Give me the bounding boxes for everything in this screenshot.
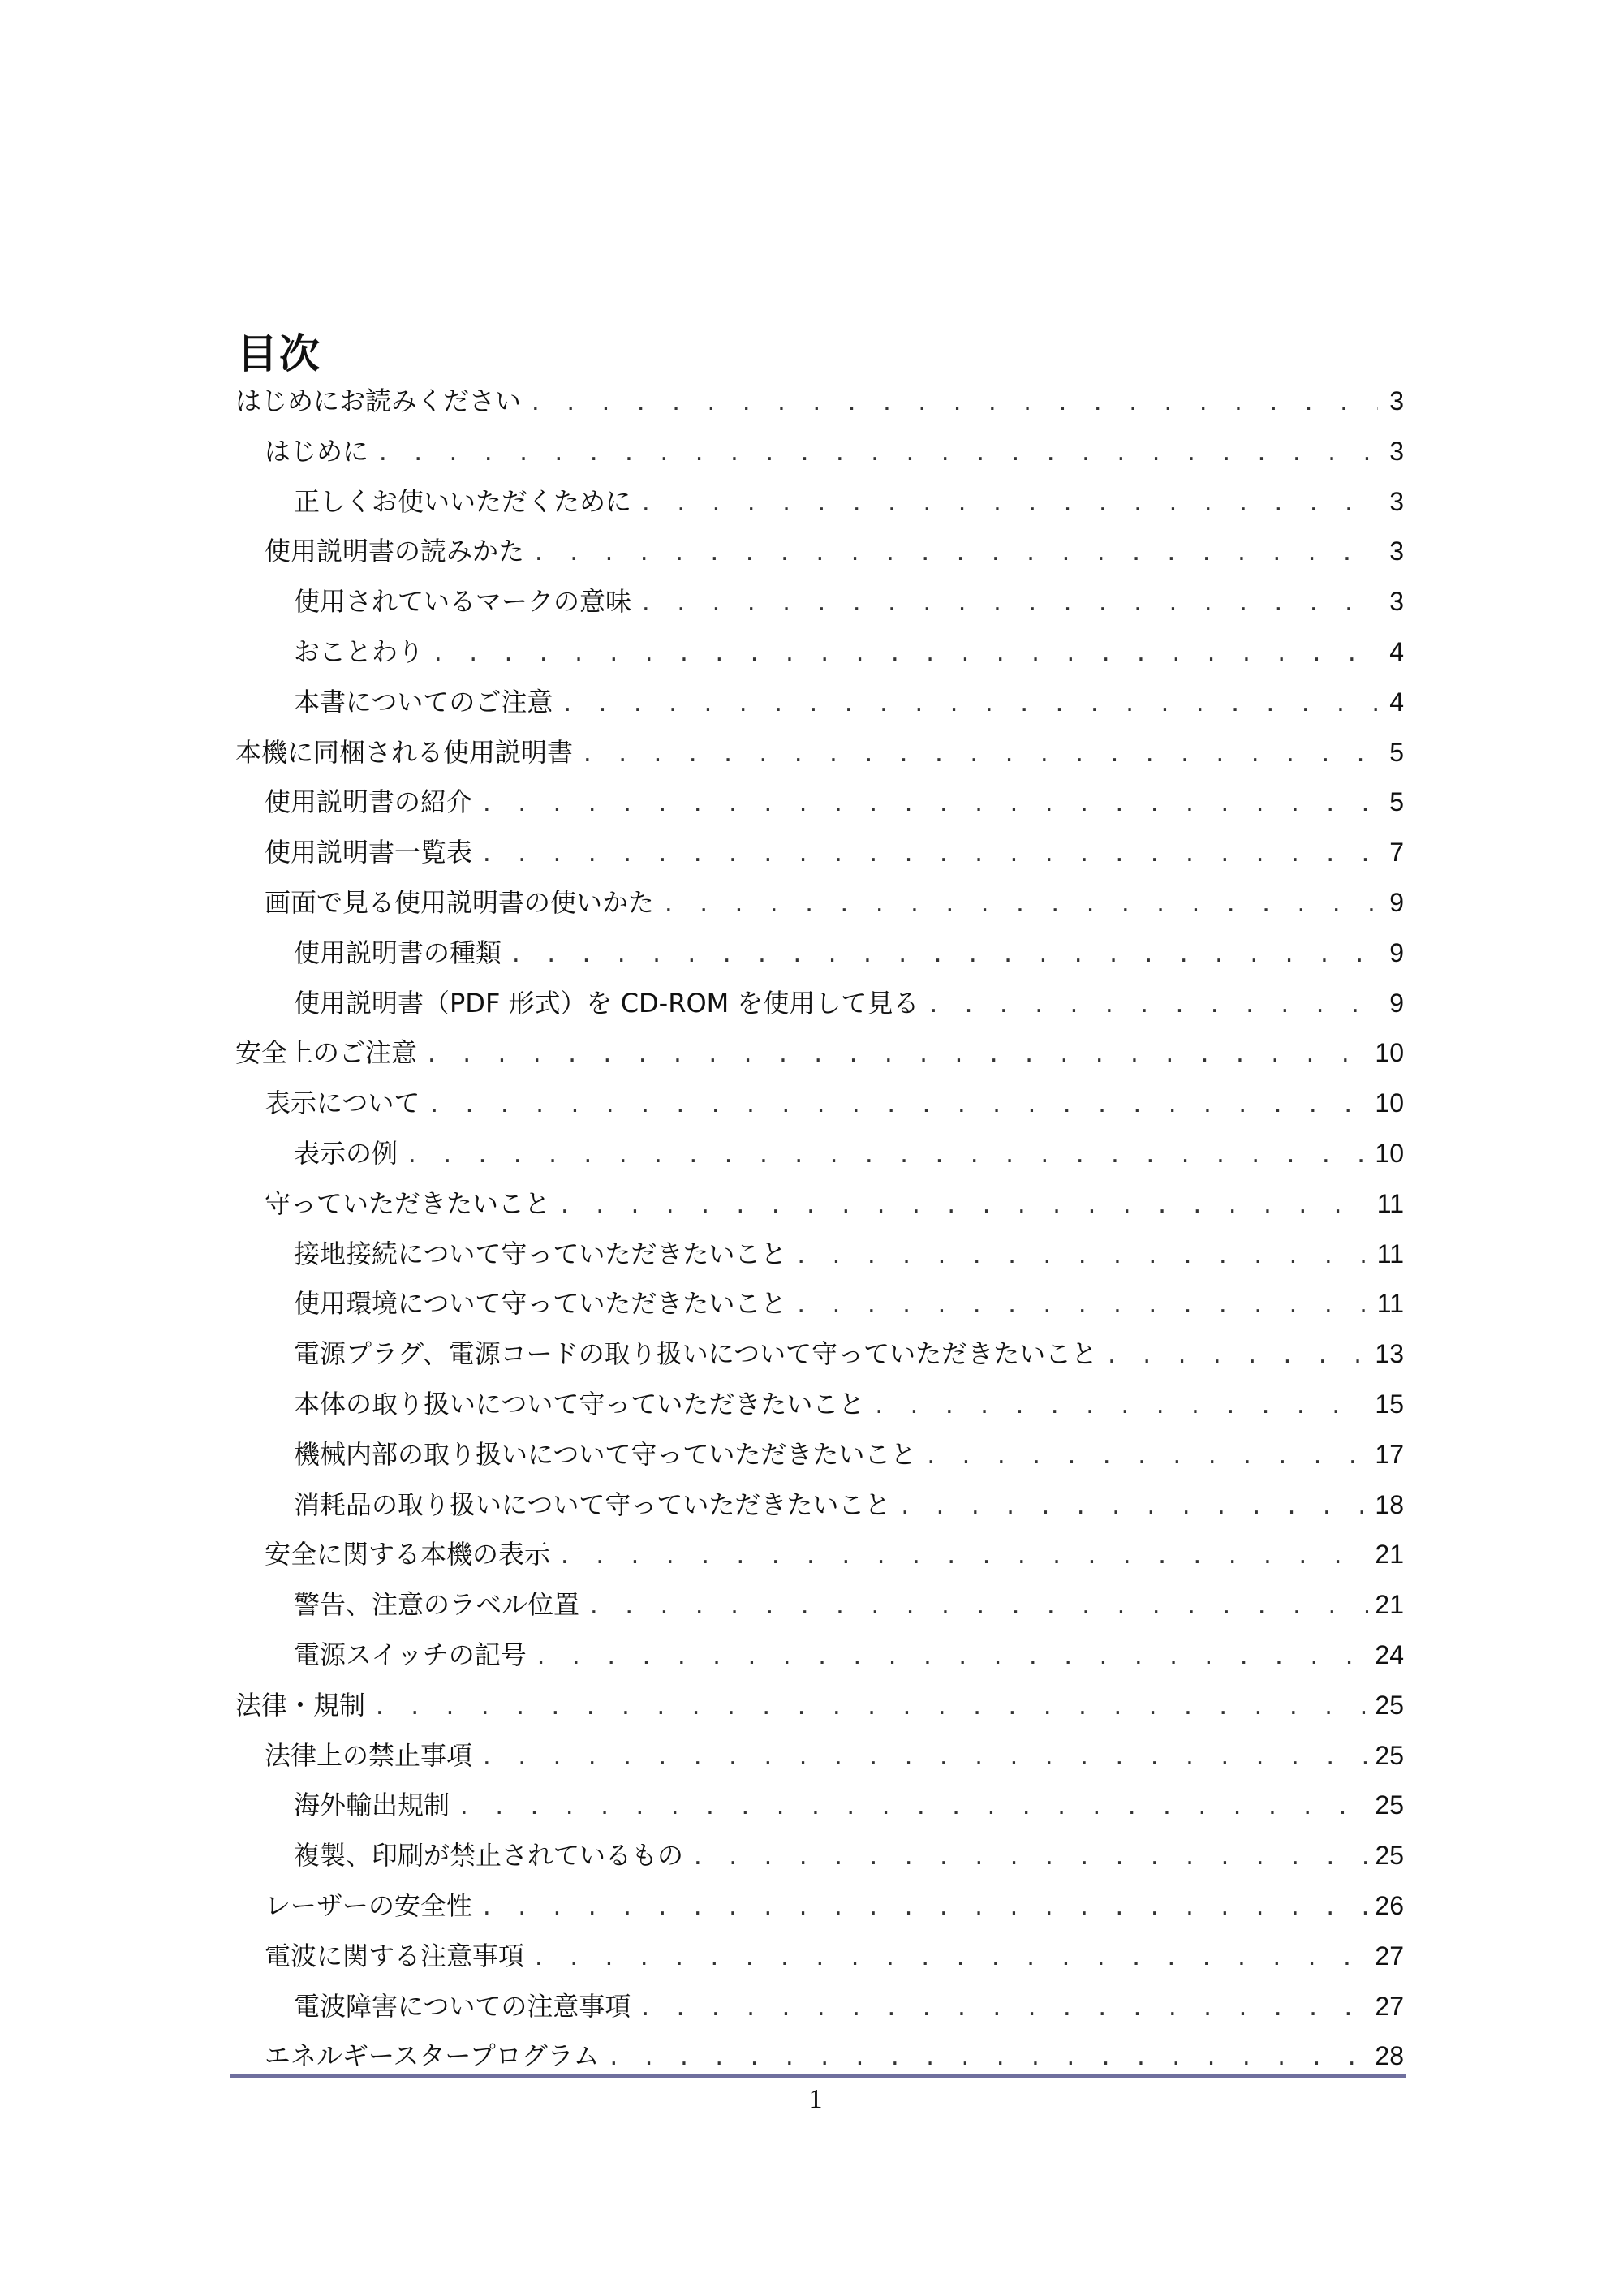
toc-entry[interactable]: [235, 1530, 1404, 1580]
toc-entry-page-number: 3: [1389, 436, 1404, 466]
toc-entry[interactable]: [235, 527, 1404, 577]
toc-entry-page-number: 21: [1375, 1590, 1404, 1620]
toc-entry[interactable]: [235, 979, 1404, 1029]
toc-entry-title: 表示について: [265, 1088, 420, 1119]
toc-leader-dots: [639, 480, 1378, 530]
toc-entry-title: 使用されているマークの意味: [294, 586, 632, 618]
toc-leader-dots: [480, 1734, 1368, 1784]
toc-entry[interactable]: [235, 728, 1404, 778]
page-title: 目次: [237, 330, 321, 377]
toc-entry-title: 使用説明書の読みかた: [265, 536, 525, 567]
toc-entry-title: 消耗品の取り扱いについて守っていただきたいこと: [294, 1488, 891, 1520]
toc-entry[interactable]: [235, 1630, 1404, 1681]
toc-leader-dots: [588, 1583, 1368, 1633]
toc-entry[interactable]: [235, 1881, 1404, 1932]
toc-entry-title: レーザーの安全性: [265, 1889, 473, 1921]
toc-entry-title: 表示の例: [294, 1137, 398, 1169]
toc-leader-dots: [639, 1984, 1368, 2035]
toc-entry-page-number: 17: [1375, 1439, 1404, 1469]
toc-entry-page-number: 25: [1375, 1790, 1404, 1820]
toc-leader-dots: [898, 1483, 1368, 1533]
toc-leader-dots: [373, 1683, 1368, 1734]
toc-entry[interactable]: [235, 477, 1404, 528]
toc-entry-page-number: 27: [1375, 1941, 1404, 1971]
toc-leader-dots: [532, 529, 1378, 579]
toc-entry-title: 電波障害についての注意事項: [294, 1990, 631, 2022]
toc-entry[interactable]: [235, 778, 1404, 828]
toc-entry[interactable]: [235, 1430, 1404, 1480]
toc-leader-dots: [535, 1633, 1369, 1683]
toc-entry-title: 正しくお使いいただくために: [294, 485, 632, 517]
toc-entry-page-number: 7: [1389, 838, 1404, 868]
toc-entry-page-number: 9: [1389, 937, 1404, 967]
toc-entry[interactable]: [235, 1932, 1404, 1982]
toc-leader-dots: [924, 1432, 1368, 1483]
toc-entry-title: 使用説明書の紹介: [265, 786, 473, 818]
toc-entry[interactable]: [235, 1279, 1404, 1329]
toc-entry-title: 使用環境について守っていただきたいこと: [294, 1288, 787, 1320]
toc-entry[interactable]: [235, 1079, 1404, 1129]
toc-entry-page-number: 3: [1389, 536, 1404, 566]
toc-leader-dots: [794, 1282, 1370, 1332]
toc-entry[interactable]: [235, 627, 1404, 678]
toc-entry-page-number: 10: [1375, 1138, 1404, 1168]
toc-entry[interactable]: [235, 1179, 1404, 1230]
toc-leader-dots: [662, 881, 1378, 931]
toc-entry-title: おことわり: [294, 635, 424, 667]
toc-leader-dots: [872, 1382, 1368, 1432]
toc-entry-title: はじめに: [265, 435, 369, 467]
table-of-contents: [235, 377, 1404, 2082]
toc-entry[interactable]: [235, 1731, 1404, 1781]
toc-leader-dots: [480, 830, 1378, 881]
toc-leader-dots: [558, 1182, 1371, 1232]
toc-leader-dots: [458, 1783, 1368, 1833]
toc-entry-page-number: 9: [1389, 988, 1404, 1018]
toc-entry[interactable]: [235, 1580, 1404, 1630]
toc-entry-page-number: 18: [1375, 1489, 1404, 1519]
toc-entry-page-number: 11: [1376, 1238, 1404, 1269]
toc-entry[interactable]: [235, 1129, 1404, 1179]
toc-entry[interactable]: [235, 1230, 1404, 1280]
toc-entry[interactable]: [235, 1831, 1404, 1881]
toc-entry[interactable]: [235, 878, 1404, 928]
toc-entry-page-number: 25: [1375, 1841, 1404, 1871]
toc-entry[interactable]: [235, 427, 1404, 477]
toc-entry-page-number: 25: [1375, 1690, 1404, 1720]
toc-entry-title: 本体の取り扱いについて守っていただきたいこと: [294, 1388, 865, 1419]
toc-leader-dots: [377, 429, 1378, 480]
toc-entry[interactable]: [235, 377, 1404, 427]
toc-entry[interactable]: [235, 577, 1404, 627]
toc-leader-dots: [561, 680, 1378, 730]
toc-entry-title: 機械内部の取り扱いについて守っていただきたいこと: [294, 1438, 917, 1470]
toc-entry-title: 使用説明書（PDF 形式）を CD-ROM を使用して見る: [294, 987, 919, 1019]
toc-entry-page-number: 3: [1389, 587, 1404, 617]
toc-entry-page-number: 11: [1376, 1289, 1404, 1319]
toc-leader-dots: [794, 1232, 1370, 1282]
toc-entry-page-number: 25: [1375, 1740, 1404, 1770]
toc-entry-title: 本機に同梱される使用説明書: [235, 736, 574, 768]
toc-entry-title: 本書についてのご注意: [294, 686, 553, 717]
toc-leader-dots: [927, 981, 1378, 1032]
toc-entry-page-number: 10: [1375, 1088, 1404, 1118]
toc-leader-dots: [425, 1031, 1368, 1081]
toc-entry-page-number: 15: [1375, 1389, 1404, 1419]
footer-divider: [230, 2074, 1406, 2078]
toc-entry-title: 法律・規制: [235, 1689, 366, 1721]
toc-entry-page-number: 4: [1389, 687, 1404, 717]
toc-leader-dots: [691, 1833, 1368, 1884]
toc-entry-title: 電波に関する注意事項: [265, 1940, 525, 1971]
toc-entry-page-number: 11: [1376, 1188, 1404, 1218]
toc-leader-dots: [581, 730, 1378, 781]
toc-entry-page-number: 13: [1375, 1339, 1404, 1369]
toc-entry-title: 安全上のご注意: [235, 1037, 418, 1069]
toc-entry[interactable]: [235, 1982, 1404, 2032]
toc-entry-page-number: 26: [1375, 1890, 1404, 1920]
toc-entry[interactable]: [235, 1028, 1404, 1079]
toc-leader-dots: [529, 379, 1378, 429]
toc-leader-dots: [428, 1081, 1368, 1131]
toc-entry[interactable]: [235, 1380, 1404, 1430]
toc-entry-title: 接地接続について守っていただきたいこと: [294, 1238, 787, 1269]
toc-entry-page-number: 3: [1389, 486, 1404, 516]
toc-entry-title: 警告、注意のラベル位置: [294, 1589, 580, 1621]
toc-entry-title: 複製、印刷が禁止されているもの: [294, 1840, 684, 1872]
toc-entry[interactable]: [235, 1781, 1404, 1831]
toc-entry[interactable]: [235, 1480, 1404, 1531]
toc-leader-dots: [510, 931, 1378, 981]
toc-entry-title: 電源プラグ、電源コードの取り扱いについて守っていただきたいこと: [294, 1338, 1098, 1370]
toc-leader-dots: [639, 579, 1378, 630]
toc-leader-dots: [558, 1532, 1368, 1583]
toc-entry-title: 法律上の禁止事項: [265, 1739, 473, 1771]
toc-leader-dots: [480, 1884, 1368, 1934]
toc-entry-page-number: 5: [1389, 737, 1404, 767]
toc-entry-page-number: 10: [1375, 1038, 1404, 1068]
toc-entry-title: 使用説明書一覧表: [265, 837, 473, 868]
toc-entry[interactable]: [235, 928, 1404, 979]
toc-entry-page-number: 5: [1389, 787, 1404, 817]
toc-leader-dots: [480, 780, 1378, 830]
toc-entry-page-number: 24: [1375, 1639, 1404, 1669]
toc-entry-title: 海外輸出規制: [294, 1790, 450, 1821]
toc-entry[interactable]: [235, 678, 1404, 728]
toc-entry[interactable]: [235, 1681, 1404, 1731]
toc-entry-title: 安全に関する本機の表示: [265, 1539, 551, 1570]
toc-entry-page-number: 4: [1389, 636, 1404, 666]
toc-entry-title: 画面で見る使用説明書の使いかた: [265, 886, 655, 918]
toc-leader-dots: [432, 630, 1378, 680]
page-number: 1: [808, 2084, 823, 2114]
toc-entry-page-number: 3: [1389, 386, 1404, 416]
toc-entry[interactable]: [235, 828, 1404, 878]
toc-entry-title: 守っていただきたいこと: [265, 1187, 551, 1219]
toc-entry-page-number: 27: [1375, 1991, 1404, 2021]
toc-leader-dots: [406, 1131, 1368, 1182]
toc-entry-page-number: 28: [1375, 2041, 1404, 2071]
toc-entry-title: エネルギースタープログラム: [265, 2040, 600, 2072]
toc-entry-page-number: 9: [1389, 887, 1404, 917]
toc-entry[interactable]: [235, 1329, 1404, 1380]
toc-entry-page-number: 21: [1375, 1540, 1404, 1570]
toc-leader-dots: [532, 1934, 1368, 1984]
toc-leader-dots: [1105, 1332, 1368, 1382]
toc-entry-title: 電源スイッチの記号: [294, 1639, 527, 1670]
toc-entry-title: 使用説明書の種類: [294, 937, 502, 968]
toc-entry-title: はじめにお読みください: [235, 386, 522, 416]
